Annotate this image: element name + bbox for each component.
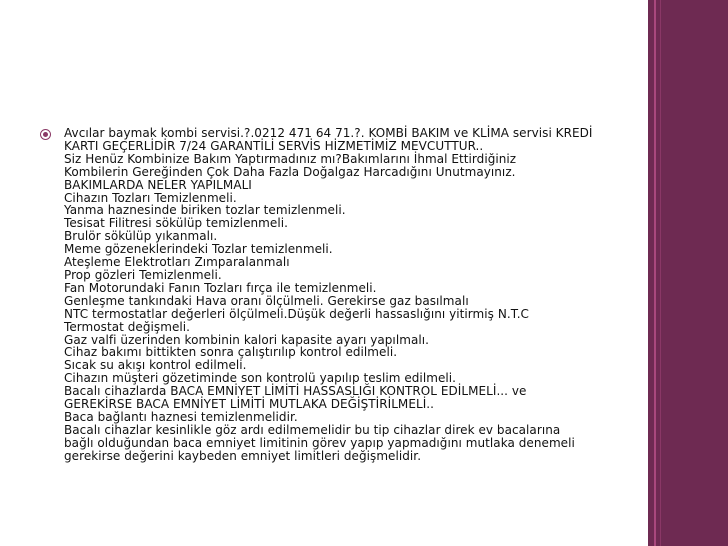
text-line: Termostat değişmeli. bbox=[64, 319, 191, 334]
text-line: NTC termostatlar değerleri ölçülmeli.Düşük değerli hassaslığını yitirmiş N.T.C bbox=[64, 306, 529, 321]
text-line: Yanma haznesinde biriken tozlar temizlenmeli. bbox=[64, 203, 346, 218]
text-line: GEREKİRSE BACA EMNİYET LİMİTİ MUTLAKA DEĞİŞTİRİLMELİ.. bbox=[64, 397, 435, 412]
text-line: Prop gözleri Temizlenmeli. bbox=[64, 267, 222, 282]
text-line: Cihazın müşteri gözetiminde son kontrolü yapılıp teslim edilmeli. bbox=[64, 371, 457, 386]
text-line: gerekirse değerini kaybeden emniyet limitleri değişmelidir. bbox=[64, 448, 422, 463]
text-line: Cihaz bakımı bittikten sonra çalıştırılıp kontrol edilmeli. bbox=[64, 345, 398, 360]
text-line: Bacalı cihazlarda BACA EMNİYET LİMİTİ HASSASLIĞI KONTROL EDİLMELİ... ve bbox=[64, 384, 527, 399]
bullet-icon bbox=[40, 129, 51, 140]
text-line: Brulör sökülüp yıkanmalı. bbox=[64, 229, 218, 244]
text-line: KARTI GEÇERLİDİR 7/24 GARANTİLİ SERVİS HİZMETİMİZ MEVCUTTUR.. bbox=[64, 138, 484, 153]
bullet-text bbox=[64, 127, 644, 463]
text-line: BAKIMLARDA NELER YAPILMALI bbox=[64, 177, 252, 192]
text-line: Meme gözeneklerindeki Tozlar temizlenmeli. bbox=[64, 242, 333, 257]
text-line: Gaz valfi üzerinden kombinin kalori kapasite ayarı yapılmalı. bbox=[64, 332, 429, 347]
text-line: Kombilerin Gereğinden Çok Daha Fazla Doğalgaz Harcadığını Unutmayınız. bbox=[64, 164, 516, 179]
side-band-stripe bbox=[654, 0, 656, 546]
text-line: Ateşleme Elektrotları Zımparalanmalı bbox=[64, 255, 290, 270]
text-line: Baca bağlantı haznesi temizlenmelidir. bbox=[64, 409, 298, 424]
text-line: Cihazın Tozları Temizlenmeli. bbox=[64, 190, 237, 205]
text-line: Bacalı cihazlar kesinlikle göz ardı edilmemelidir bu tip cihazlar direk ev bacalarına bbox=[64, 422, 561, 437]
text-line: Siz Henüz Kombinize Bakım Yaptırmadınız mı?Bakımlarını İhmal Ettirdiğiniz bbox=[64, 151, 517, 166]
text-line: bağlı olduğundan baca emniyet limitinin görev yapıp yapmadığını mutlaka denemeli bbox=[64, 435, 575, 450]
side-band-stripe-thin bbox=[660, 0, 661, 546]
text-line: Genleşme tankındaki Hava oranı ölçülmeli. Gerekirse gaz basılmalı bbox=[64, 293, 469, 308]
text-line: Avcılar baymak kombi servisi.?.0212 471 64 71.?. KOMBİ BAKIM ve KLİMA servisi KREDİ bbox=[64, 126, 593, 140]
text-line: Sıcak su akışı kontrol edilmeli. bbox=[64, 358, 247, 373]
text-line: Tesisat Filitresi sökülüp temizlenmeli. bbox=[64, 216, 288, 231]
decorative-side-band bbox=[648, 0, 728, 546]
text-line: Fan Motorundaki Fanın Tozları fırça ile temizlenmeli. bbox=[64, 280, 377, 295]
